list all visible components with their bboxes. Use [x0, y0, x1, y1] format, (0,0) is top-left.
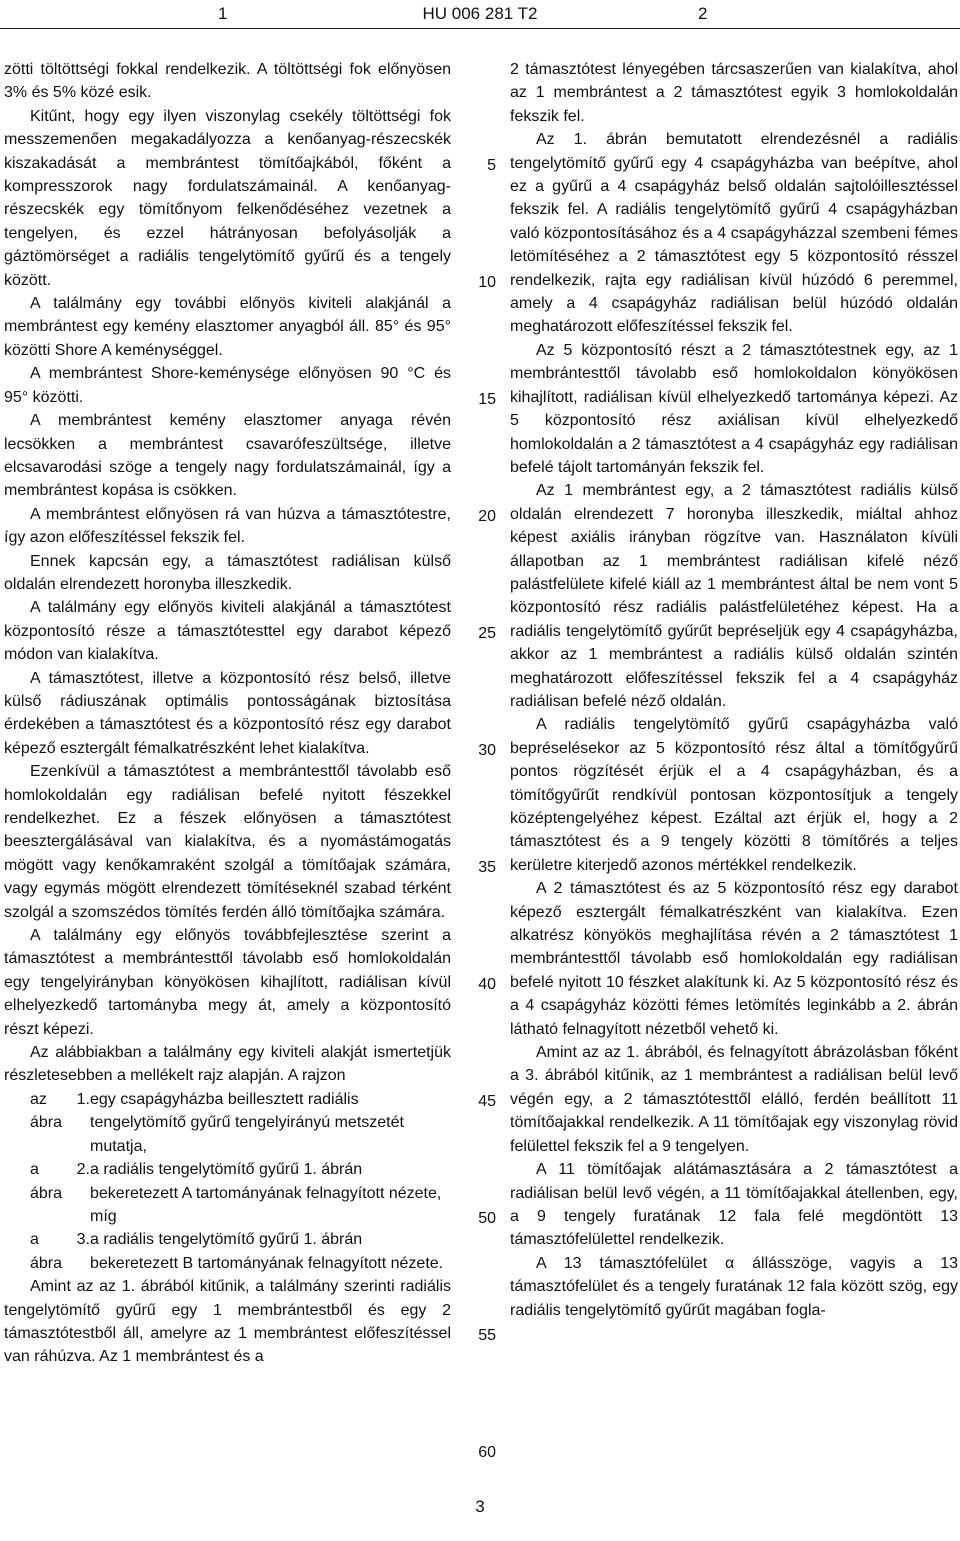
- figure-label: a 3. ábra: [30, 1231, 90, 1272]
- right-page-number: 2: [698, 4, 708, 23]
- page-footer-number: 3: [475, 1497, 485, 1516]
- line-number: 10: [478, 274, 496, 291]
- line-number: 15: [478, 391, 496, 408]
- paragraph: Az 5 központosító részt a 2 támasztótestnek egy, az 1 membrántesttől távolabb eső homlokoldalon könyökösen kihajlított, radiálisan kívül elhelyezkedő tartománya képezi. Az 5 központosító rész axiálisan kívül elhelyezkedő homlokoldalán a 2 támasztótest a 4 csapágyház egy radiálisan befelé tájolt tartományán fekszik fel.: [510, 341, 958, 476]
- paragraph: Amint az az 1. ábrából kitűnik, a találmány szerinti radiális tengelytömítő gyűrű egy 1 membrántestből és egy 2 támasztótestből áll, amelyre az 1 membrántest előfeszítéssel van ráhúzva. Az 1 membrántest és a: [4, 1278, 451, 1366]
- left-page-number: 1: [218, 4, 228, 23]
- figure-item: [4, 1088, 451, 1158]
- paragraph: A 13 támasztófelület α állásszöge, vagyis a 13 támasztófelület és a tengely furatának 12 fala között szög, egy radiális tengelytömítő gyűrűt magában fogla-: [510, 1254, 958, 1319]
- paragraph: A radiális tengelytömítő gyűrű csapágyházba való bepréselésekor az 5 központosító rész által a tömítőgyűrű pontos rögzítését érjük el a 4 csapágyházban, és a tömítőgyűrűt rendkívül pontosan központosítjuk a tengely középtengelyéhez képest. Ezáltal azt érjük el, hogy a 2 támasztótest és a 9 tengely közötti 8 tömítőrés a teljes kerületre kiterjedő azonos mértékkel rendelkezik.: [510, 716, 958, 874]
- paragraph: Ennek kapcsán egy, a támasztótest radiálisan külső oldalán elrendezett horonyba illeszkedik.: [4, 552, 451, 593]
- paragraph: A membrántest kemény elasztomer anyaga révén lecsökken a membrántest csavarófeszültsége, illetve elcsavarodási szöge a tengely nagy fordulatszámainál, így a membrántest kopása is csökken.: [4, 412, 451, 500]
- line-number: 45: [478, 1093, 496, 1110]
- paragraph: A találmány egy további előnyös kiviteli alakjánál a membrántest egy kemény elasztomer anyagból áll. 85° és 95° közötti Shore A keménységgel.: [4, 295, 451, 359]
- paragraph: A 2 támasztótest és az 5 központosító rész egy darabot képező esztergált fémalkatrészként van kialakítva. Ezen alkatrész könyökös meghajlítása révén a 2 támasztótest 1 membrántesttől távolabb eső homlokoldalán egy radiálisan befelé nyitott 10 fészket alakítunk ki. Az 5 központosító rész és a 4 csapágyház közötti fémes letömítés leginkább a 2. ábrán látható felnagyított nézetből vehető ki.: [510, 880, 958, 1038]
- paragraph: Kitűnt, hogy egy ilyen viszonylag csekély töltöttségi fok messzemenően megakadályozza a kenőanyag-részecskék kiszakadását a membrántest tömítőajkából, főként a kompresszorok nagy fordulatszámainál. A kenőanyag-részecskék egy tömítőnyom felkenődéséhez vezetnek a tengelyen, és ezzel hátrányosan befolyásolják a gáztömörséget a radiális tengelytömítő gyűrű és a tengely között.: [4, 107, 451, 289]
- line-number: 5: [487, 157, 496, 174]
- figure-label: a 2. ábra: [30, 1161, 90, 1202]
- paragraph: A támasztótest, illetve a központosító rész belső, illetve külső rádiuszának optimális pontosságának biztosítása érdekében a támasztótest és a központosító rész egy darabot képező esztergált fémalkatrészként lehet kialakítva.: [4, 669, 451, 757]
- figure-label: az 1. ábra: [30, 1090, 90, 1132]
- line-number: 55: [478, 1327, 496, 1344]
- header-rule: [0, 28, 960, 29]
- line-number: 60: [478, 1444, 496, 1461]
- figure-item: [4, 1228, 451, 1275]
- figure-list: [4, 1088, 451, 1275]
- paragraph: 2 támasztótest lényegében tárcsaszerűen van kialakítva, ahol az 1 membrántest a 2 támasztótest egyik 3 homlokoldalán fekszik fel.: [510, 61, 958, 125]
- line-number: 20: [478, 508, 496, 525]
- line-number: 50: [478, 1210, 496, 1227]
- figure-item: [4, 1158, 451, 1228]
- left-column: [4, 58, 451, 1369]
- line-number: 30: [478, 742, 496, 759]
- page-header: [0, 0, 960, 30]
- paragraph: A találmány egy előnyös továbbfejlesztése szerint a támasztótest a membrántesttől távolabb eső homlokoldalán egy tengelyirányban könyökösen kihajlított, radiálisan kívül elhelyezkedő tartományba megy át, amely a központosító részt képezi.: [4, 927, 451, 1038]
- figure-description: a radiális tengelytömítő gyűrű 1. ábrán bekeretezett B tartományának felnagyított nézete.: [90, 1231, 444, 1272]
- paragraph: A membrántest Shore-keménysége előnyösen 90 °C és 95° közötti.: [4, 365, 451, 406]
- paragraph: Ezenkívül a támasztótest a membrántesttől távolabb eső homlokoldalán egy radiálisan befelé nyitott fészekkel rendelkezhet. Ez a fészek előnyösen a támasztótest beesztergálásával van kialakítva, és a nyomástámogatás mögött vagy kenőkamraként szolgál a tömítőajak számára, vagy egymás mögött elrendezett tömítéseknél szabad térként szolgál a szomszédos tömítés ferdén álló tömítőajka számára.: [4, 763, 451, 921]
- line-number: 40: [478, 976, 496, 993]
- line-number: 35: [478, 859, 496, 876]
- paragraph: Az 1 membrántest egy, a 2 támasztótest radiális külső oldalán elrendezett 7 horonyba illeszkedik, miáltal ahhoz képest axiális irányban rögzítve van. Használaton kívüli állapotban az 1 membrántest radiálisan kifelé néző palástfelülete kifelé kiáll az 1 membrántest által be nem vont 5 központosító rész radiális palástfelületéhez képest. Ha a radiális tengelytömítő gyűrűt bepréseljük egy 4 csapágyházba, akkor az 1 membrántest a radiális külső oldalán szintén meghatározott előfeszítéssel fekszik fel a 4 csapágyház radiálisan befelé néző oldalán.: [510, 482, 958, 710]
- paragraph: A membrántest előnyösen rá van húzva a támasztótestre, így azon előfeszítéssel fekszik fel.: [4, 505, 451, 547]
- paragraph: A találmány egy előnyös kiviteli alakjánál a támasztótest központosító része a támasztótesttel egy darabot képező módon van kialakítva.: [4, 599, 451, 664]
- document-id: HU 006 281 T2: [422, 4, 538, 23]
- paragraph: Amint az az 1. ábrából, és felnagyított ábrázolásban főként a 3. ábrából kitűnik, az 1 membrántest a radiálisan belül levő végén egy, a 2 támasztótesttől elálló, ferdén beállított 11 tömítőajakkal rendelkezik. A 11 tömítőajak egy viszonylag rövid felülettel fekszik fel a 9 tengelyen.: [510, 1044, 958, 1155]
- line-number: 25: [478, 625, 496, 642]
- paragraph: zötti töltöttségi fokkal rendelkezik. A töltöttségi fok előnyösen 3% és 5% közé esik.: [4, 61, 451, 102]
- figure-description: egy csapágyházba beillesztett radiális tengelytömítő gyűrű tengelyirányú metszetét mutatja,: [90, 1090, 404, 1155]
- right-column: [510, 58, 958, 1322]
- paragraph: Az 1. ábrán bemutatott elrendezésnél a radiális tengelytömítő gyűrű egy 4 csapágyházba van beépítve, ahol ez a gyűrű a 4 csapágyház belső oldalán sajtolóillesztéssel fekszik fel. A radiális tengelytömítő gyűrű 4 csapágyházban való központosításához és a 4 csapágyházzal szembeni fémes letömítéséhez a 2 támasztótest egy 5 központosító résszel rendelkezik, rajta egy radiálisan kívül húzódó 6 peremmel, amely a 4 csapágyház radiálisan belül húzódó oldalán meghatározott előfeszítéssel fekszik fel.: [510, 131, 958, 336]
- paragraph: Az alábbiakban a találmány egy kiviteli alakját ismertetjük részletesebben a mellékelt rajz alapján. A rajzon: [4, 1044, 451, 1085]
- figure-description: a radiális tengelytömítő gyűrű 1. ábrán bekeretezett A tartományának felnagyított nézete, míg: [90, 1161, 442, 1225]
- paragraph: A 11 tömítőajak alátámasztására a 2 támasztótest a radiálisan belül levő végén, a 11 tömítőajakkal átellenben, egy, a 9 tengely furatának 12 fala felé megdöntött 13 támasztófelülettel rendelkezik.: [510, 1161, 958, 1249]
